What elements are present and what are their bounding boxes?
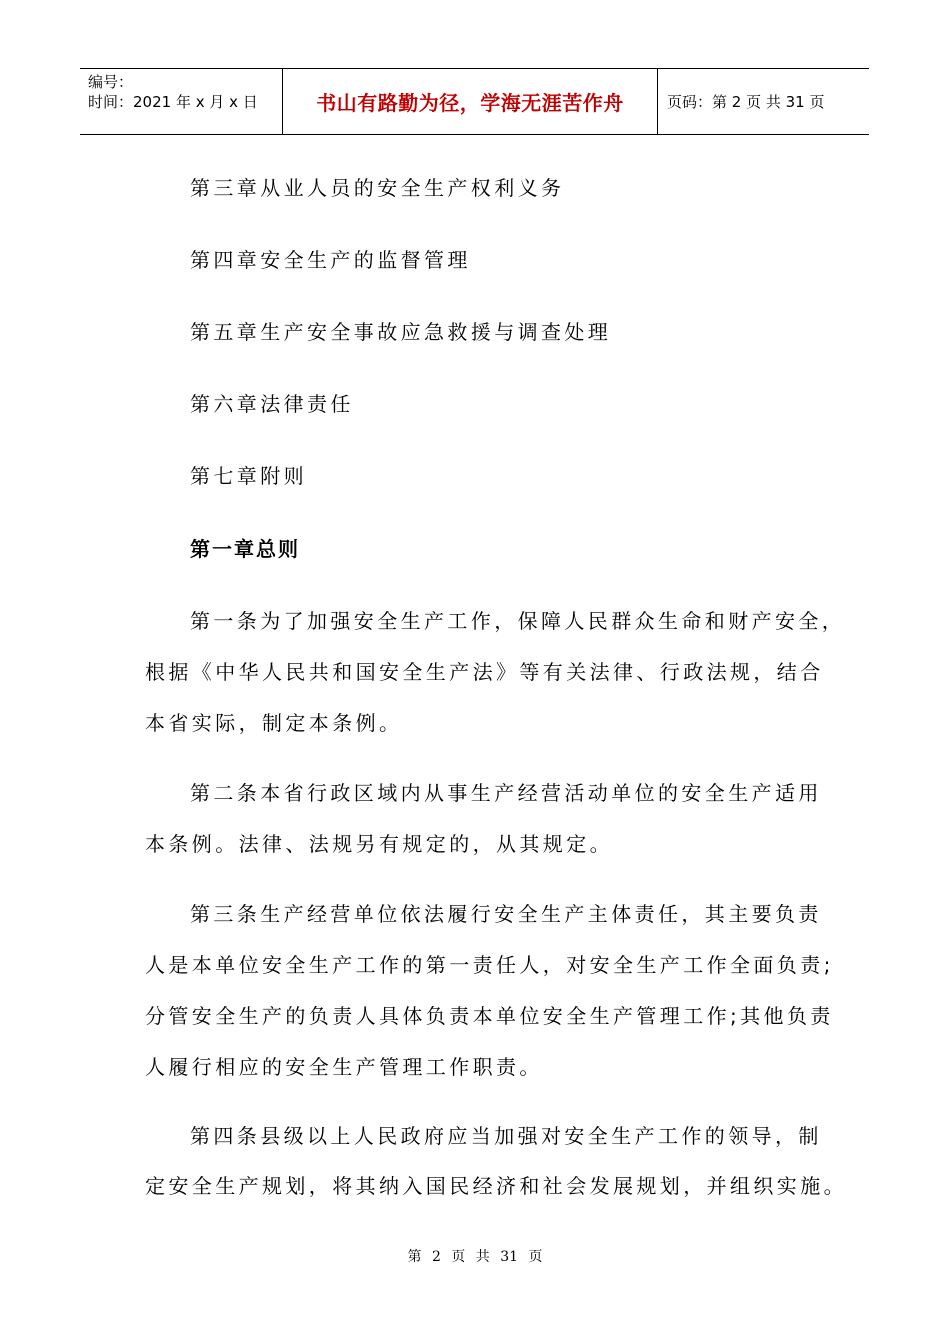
paragraph-line: 第三条生产经营单位依法履行安全生产主体责任，其主要负责 [190, 902, 822, 926]
paragraph-line: 本条例。法律、法规另有规定的，从其规定。 [145, 832, 613, 856]
paragraph-line: 分管安全生产的负责人具体负责本单位安全生产管理工作;其他负责 [145, 1004, 834, 1028]
toc-item: 第三章从业人员的安全生产权利义务 [190, 176, 565, 200]
paragraph-line: 根据《中华人民共和国安全生产法》等有关法律、行政法规，结合 [145, 660, 824, 684]
paragraph-line: 人履行相应的安全生产管理工作职责。 [145, 1055, 543, 1079]
page-header [80, 68, 869, 135]
page-footer: 第 2 页 共 31 页 [407, 1249, 543, 1265]
chapter-title: 第一章总则 [190, 537, 300, 561]
header-motto: 书山有路勤为径，学海无涯苦作舟 [283, 69, 658, 134]
header-page-info: 页码：第 2 页 共 31 页 [667, 93, 825, 111]
toc-item: 第六章法律责任 [190, 392, 354, 416]
paragraph-line: 定安全生产规划，将其纳入国民经济和社会发展规划，并组织实施。 [145, 1174, 847, 1198]
toc-item: 第四章安全生产的监督管理 [190, 248, 471, 272]
paragraph-line: 人是本单位安全生产工作的第一责任人，对安全生产工作全面负责; [145, 953, 834, 977]
header-meta-cell [80, 69, 283, 134]
document-date: 时间：2021 年 x 月 x 日 [88, 93, 258, 111]
paragraph-line: 第二条本省行政区域内从事生产经营活动单位的安全生产适用 [190, 781, 822, 805]
paragraph-line: 第四条县级以上人民政府应当加强对安全生产工作的领导，制 [190, 1124, 822, 1148]
toc-item: 第七章附则 [190, 464, 307, 488]
paragraph-line: 第一条为了加强安全生产工作，保障人民群众生命和财产安全， [190, 609, 846, 633]
toc-item: 第五章生产安全事故应急救援与调查处理 [190, 320, 612, 344]
paragraph-line: 本省实际，制定本条例。 [145, 711, 403, 735]
document-number-label: 编号： [88, 73, 134, 91]
